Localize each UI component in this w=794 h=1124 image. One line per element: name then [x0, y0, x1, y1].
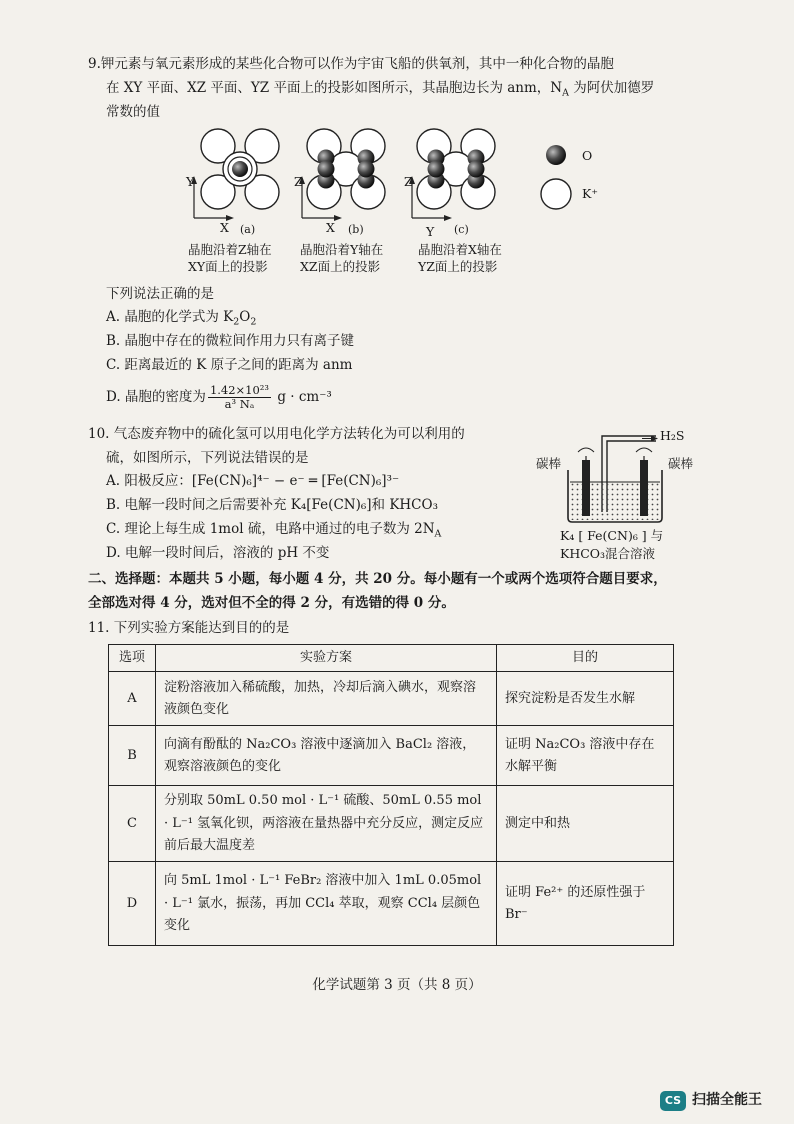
header-option: 选项 [109, 645, 156, 672]
row-plan: 向 5mL 1mol · L⁻¹ FeBr₂ 溶液中加入 1mL 0.05mol · L⁻¹ 氯水，振荡，再加 CCl₄ 萃取，观察 CCl₄ 层颜色变化 [156, 862, 497, 946]
legend-oxygen [546, 145, 566, 165]
row-goal: 证明 Na₂CO₃ 溶液中存在水解平衡 [497, 726, 674, 786]
density-fraction: $\frac{\text{1.42×10²³}}{\text{a³ Nₐ}}$ [209, 383, 270, 412]
row-goal: 探究淀粉是否发生水解 [497, 672, 674, 726]
row-plan: 淀粉溶液加入稀硫酸，加热，冷却后滴入碘水，观察溶液颜色变化 [156, 672, 497, 726]
row-plan: 向滴有酚酞的 Na₂CO₃ 溶液中逐滴加入 BaCl₂ 溶液，观察溶液颜色的变化 [156, 726, 497, 786]
row-plan: 分别取 50mL 0.50 mol · L⁻¹ 硫酸、50mL 0.55 mol · L⁻¹ 氢氧化钡，两溶液在量热器中充分反应，测定反应前后最大温度差 [156, 786, 497, 862]
crystal-projection-diagram [180, 118, 620, 238]
row-option: B [109, 726, 156, 786]
q9-text-line3: 常数的值 [106, 104, 160, 120]
caption-panel-c: 晶胞沿着X轴在 YZ面上的投影 [418, 242, 502, 274]
h2s-gas-label: H₂S [660, 428, 685, 443]
q9-option-b: B. 晶胞中存在的微粒间作用力只有离子键 [106, 333, 355, 349]
q9-text-line2: 在 XY 平面、XZ 平面、YZ 平面上的投影如图所示，其晶胞边长为 anm，$N_A$ 为阿伏加德罗 [106, 80, 655, 99]
solution-label-line1: K₄ [ Fe(CN)₆ ] 与 [560, 528, 664, 543]
axis-label-a-vertical: Y [186, 174, 195, 189]
header-goal: 目的 [497, 645, 674, 672]
legend-label-potassium: K⁺ [582, 186, 598, 201]
scanner-watermark [660, 1090, 762, 1112]
legend-label-oxygen: O [582, 148, 593, 163]
axis-label-c-horizontal: Y [426, 224, 435, 239]
electrolysis-cell-figure [530, 422, 720, 567]
scanner-app-name: 扫描全能王 [692, 1092, 762, 1108]
camscanner-logo-icon: CS [660, 1091, 686, 1111]
projection-panel-a [191, 129, 279, 221]
axis-label-b-vertical: Z [294, 174, 303, 189]
q9-option-d: D. 晶胞的密度为 $\frac{\text{1.42×10²³}}{\text{a³ Nₐ}}$ g · cm⁻³ [106, 383, 332, 412]
q9-stem: 下列说法正确的是 [106, 286, 214, 302]
table-row [109, 862, 674, 946]
table-row [109, 786, 674, 862]
q9-option-a: A. 晶胞的化学式为 $K_2O_2$ [106, 309, 257, 328]
panel-tag-c: (c) [454, 223, 469, 236]
crystal-projection-figure [180, 118, 620, 284]
q9-option-c: C. 距离最近的 K 原子之间的距离为 anm [106, 357, 353, 373]
q10-option-b: B. 电解一段时间之后需要补充 K₄[Fe(CN)₆]和 KHCO₃ [106, 497, 438, 513]
axis-label-b-horizontal: X [326, 220, 335, 235]
projection-panel-b [299, 129, 385, 221]
row-option: D [109, 862, 156, 946]
axis-label-a-horizontal: X [220, 220, 229, 235]
q10-option-c: C. 理论上每生成 1mol 硫，电路中通过的电子数为 $2N_A$ [106, 521, 442, 540]
right-electrode-label: 碳棒 [668, 456, 694, 471]
row-goal: 测定中和热 [497, 786, 674, 862]
solution-label-line2: KHCO₃混合溶液 [560, 546, 656, 561]
panel-tag-b: (b) [348, 223, 364, 236]
left-electrode-label: 碳棒 [536, 456, 562, 471]
projection-panel-c [409, 129, 495, 221]
header-plan: 实验方案 [156, 645, 497, 672]
section2-instructions-line2: 全部选对得 4 分，选对但不全的得 2 分，有选错的得 0 分。 [88, 595, 455, 611]
caption-panel-b: 晶胞沿着Y轴在 XZ面上的投影 [300, 242, 384, 274]
q9-text-line1: 9.钾元素与氧元素形成的某些化合物可以作为宇宙飞船的供氧剂，其中一种化合物的晶胞 [88, 56, 614, 72]
q10-option-a: A. 阳极反应：[Fe(CN)₆]⁴⁻ − e⁻ ═ [Fe(CN)₆]³⁻ [106, 473, 400, 489]
q10-option-d: D. 电解一段时间后，溶液的 pH 不变 [106, 545, 330, 561]
page-footer: 化学试题第 3 页（共 8 页） [312, 977, 482, 993]
legend-potassium [541, 179, 571, 209]
row-option: A [109, 672, 156, 726]
caption-panel-a: 晶胞沿着Z轴在 XY面上的投影 [188, 242, 272, 274]
table-row [109, 726, 674, 786]
experiment-table [108, 644, 674, 946]
section2-instructions-line1: 二、选择题：本题共 5 小题，每小题 4 分，共 20 分。每小题有一个或两个选项符合题目要求， [88, 571, 667, 587]
q10-text-line2: 硫，如图所示，下列说法错误的是 [106, 450, 309, 466]
q10-text-line1: 10. 气态废弃物中的硫化氢可以用电化学方法转化为可以利用的 [88, 426, 465, 442]
row-goal: 证明 Fe²⁺ 的还原性强于 Br⁻ [497, 862, 674, 946]
table-row [109, 672, 674, 726]
row-option: C [109, 786, 156, 862]
table-header-row [109, 645, 674, 672]
q11-stem: 11. 下列实验方案能达到目的的是 [88, 620, 290, 636]
panel-tag-a: (a) [240, 223, 256, 236]
axis-label-c-vertical: Z [404, 174, 413, 189]
